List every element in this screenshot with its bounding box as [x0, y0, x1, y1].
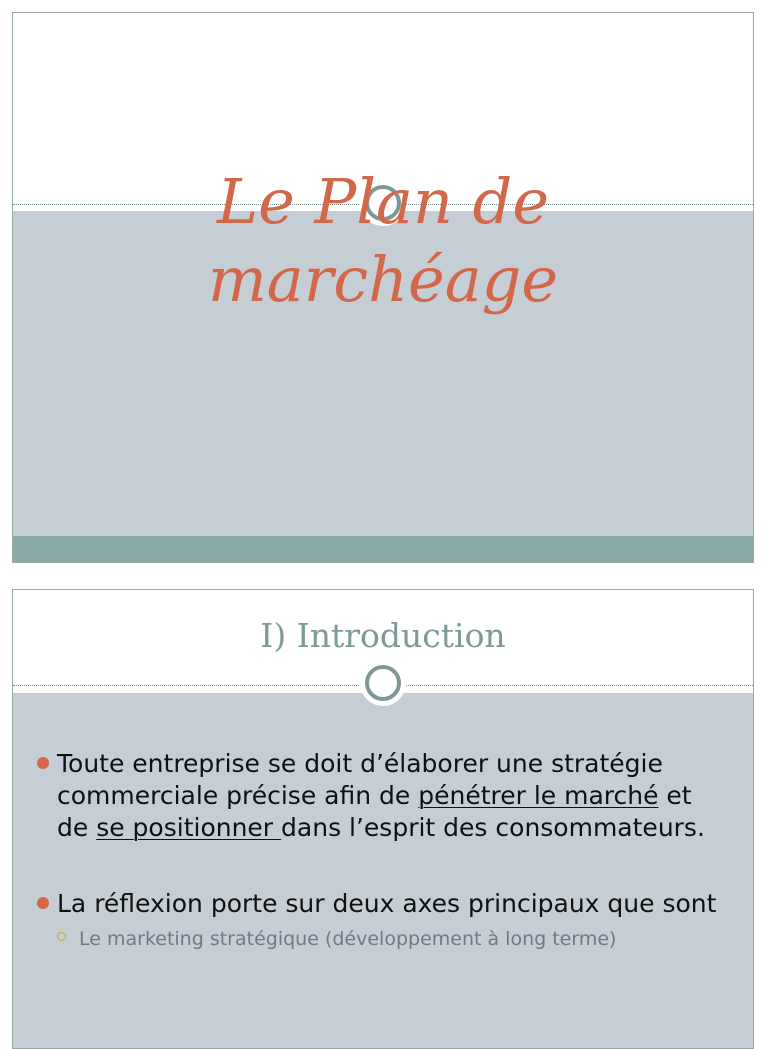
underlined-phrase: se positionner: [96, 813, 282, 842]
title-slide: [12, 12, 754, 563]
sub-bullet-text: Le marketing stratégique (développement à long terme): [79, 928, 617, 950]
bullet-item: [33, 748, 725, 844]
circle-ornament-icon: [365, 665, 401, 701]
footer-bar: [13, 536, 753, 562]
sub-bullet-list: [57, 926, 725, 952]
title-line-1: Le Plan de: [216, 165, 550, 238]
bullet-text: La réflexion porte sur deux axes principaux que sont: [57, 889, 717, 918]
bullet-text: Toute entreprise se doit d’élaborer une stratégie commerciale précise afin de: [57, 749, 663, 810]
presentation-title: [13, 163, 753, 319]
ring-bullet-icon: [57, 932, 66, 941]
bullet-dot-icon: [37, 897, 49, 909]
bullet-dot-icon: [37, 757, 49, 769]
underlined-phrase: pénétrer le marché: [418, 781, 659, 810]
bullet-list: [33, 748, 725, 952]
bullet-text: dans l’esprit des consommateurs.: [281, 813, 705, 842]
title-line-2: marchéage: [207, 243, 559, 316]
bullet-text: et de: [57, 781, 692, 842]
introduction-slide: [12, 589, 754, 1049]
bullet-item: [33, 888, 725, 952]
sub-bullet-item: [57, 926, 725, 952]
slide-title: I) Introduction: [260, 616, 506, 655]
